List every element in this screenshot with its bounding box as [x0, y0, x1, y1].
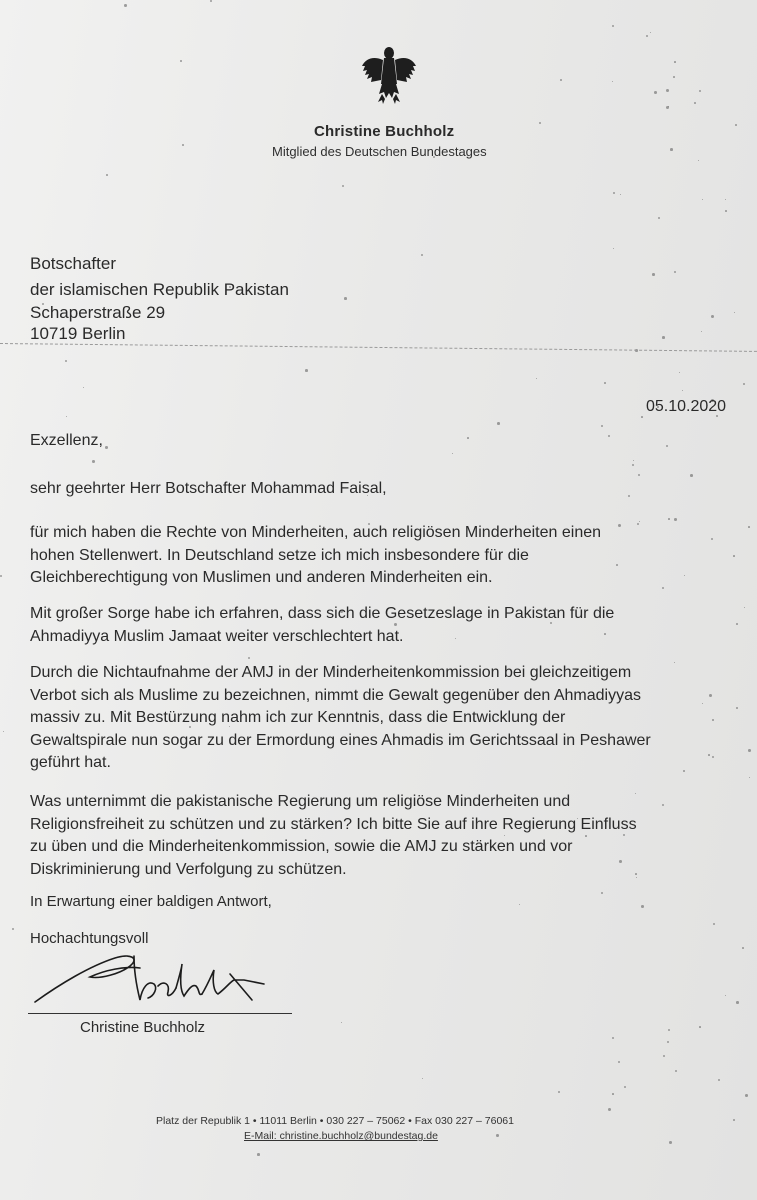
scan-speck [613, 248, 614, 249]
scan-speck [105, 446, 108, 449]
signer-name: Christine Buchholz [80, 1019, 206, 1036]
paragraph-4 [30, 791, 637, 881]
scan-speck [12, 928, 14, 930]
paragraph-3-line: Verbot sich als Muslime zu bezeichnen, nimmt die Gewalt gegenüber den Ahmadiyyas [30, 686, 641, 704]
scan-speck [699, 90, 701, 92]
scan-speck [624, 1086, 626, 1088]
scan-speck [641, 416, 643, 418]
scan-speck [421, 254, 423, 256]
scan-speck [718, 1079, 720, 1081]
letterhead-role: Mitglied des Deutschen Bundestages [272, 144, 487, 159]
scan-speck [682, 390, 683, 391]
scan-speck [342, 185, 344, 187]
scan-speck [601, 425, 603, 427]
scan-speck [712, 719, 714, 721]
scan-speck [748, 749, 751, 752]
scan-speck [662, 587, 664, 589]
scan-speck [662, 336, 665, 339]
paragraph-1-line: für mich haben die Rechte von Minderheiten, auch religiösen Minderheiten einen [30, 524, 602, 541]
scan-speck [684, 575, 685, 576]
scan-speck [608, 435, 610, 437]
scan-speck [180, 60, 182, 62]
scan-speck [675, 1070, 677, 1072]
scan-speck [608, 1108, 611, 1111]
fold-mark [0, 343, 757, 352]
scan-speck [612, 1037, 614, 1039]
scan-speck [702, 703, 703, 704]
paragraph-3-line: geführt hat. [30, 754, 111, 771]
scan-speck [628, 495, 630, 497]
handwritten-signature [30, 944, 290, 1014]
scan-speck [601, 892, 603, 894]
scan-speck [670, 148, 673, 151]
scan-speck [683, 770, 685, 772]
scan-speck [699, 1026, 701, 1028]
federal-eagle-icon [360, 44, 418, 106]
scan-speck [690, 474, 693, 477]
scan-speck [257, 1153, 260, 1156]
paragraph-2-line: Mit großer Sorge habe ich erfahren, dass sich die Gesetzeslage in Pakistan für die [30, 605, 615, 622]
salutation-1: Exzellenz, [30, 432, 103, 449]
paragraph-1-line: Gleichberechtigung von Muslimen und anderen Minderheiten ein. [30, 569, 493, 586]
paragraph-1-line: hohen Stellenwert. In Deutschland setze ich mich insbesondere für die [30, 546, 529, 564]
scan-speck [725, 995, 726, 996]
salutation-2: sehr geehrter Herr Botschafter Mohammad Faisal, [30, 480, 387, 497]
scan-speck [652, 273, 655, 276]
scan-speck [618, 1061, 620, 1063]
scan-speck [674, 662, 675, 663]
scan-speck [669, 1141, 672, 1144]
scan-speck [467, 437, 469, 439]
paragraph-4-line: zu üben und die Minderheitenkommission, sowie die AMJ zu stärken und vor [30, 838, 573, 855]
scan-speck [734, 312, 735, 313]
scan-speck [341, 1022, 342, 1023]
scan-speck [106, 174, 108, 176]
scan-speck [745, 1094, 748, 1097]
scan-speck [666, 89, 669, 92]
recipient-line-1: Botschafter [30, 254, 116, 273]
scan-speck [618, 524, 621, 527]
scan-speck [679, 372, 680, 373]
scan-speck [0, 575, 2, 577]
paragraph-4-line: Diskriminierung und Verfolgung zu schützen. [30, 860, 347, 878]
scan-speck [711, 315, 714, 318]
scan-speck [725, 210, 727, 212]
recipient-line-3: Schaperstraße 29 [30, 303, 166, 322]
scan-speck [742, 947, 744, 949]
letterhead-name: Christine Buchholz [314, 123, 455, 140]
scan-speck [662, 804, 664, 806]
scan-speck [637, 523, 639, 525]
scan-speck [733, 555, 735, 557]
scan-speck [124, 4, 127, 7]
scan-speck [613, 192, 615, 194]
paragraph-1 [30, 522, 601, 590]
scan-speck [736, 707, 738, 709]
paragraph-3 [30, 662, 651, 775]
scan-speck [658, 217, 660, 219]
scan-speck [673, 76, 675, 78]
scan-speck [668, 518, 670, 520]
closing-greeting: Hochachtungsvoll [30, 930, 149, 947]
scan-speck [733, 1119, 735, 1121]
scan-speck [709, 694, 712, 697]
scan-speck [65, 360, 67, 362]
scan-speck [736, 623, 738, 625]
letter-date: 05.10.2020 [646, 398, 727, 415]
scan-speck [633, 460, 634, 461]
scan-speck [666, 445, 668, 447]
scan-speck [646, 35, 648, 37]
scan-speck [422, 1078, 423, 1079]
paragraph-4-line: Was unternimmt die pakistanische Regierung um religiöse Minderheiten und [30, 793, 571, 810]
paragraph-3-line: Gewaltspirale nun sogar zu der Ermordung eines Ahmadis im Gerichtssaal in Peshawer [30, 731, 651, 749]
scan-speck [654, 91, 657, 94]
scan-speck [674, 518, 677, 521]
scan-speck [536, 378, 537, 379]
scan-speck [616, 564, 618, 566]
scan-speck [712, 756, 714, 758]
scan-speck [210, 0, 212, 2]
scan-speck [305, 369, 308, 372]
scan-speck [519, 904, 520, 905]
scan-speck [638, 474, 640, 476]
paragraph-4-line: Religionsfreiheit zu schützen und zu stärken? Ich bitte Sie auf ihre Regierung Einfluss [30, 815, 637, 833]
scan-speck [496, 1134, 499, 1137]
scan-speck [558, 1091, 560, 1093]
scan-speck [66, 416, 67, 417]
scan-speck [748, 526, 750, 528]
scan-speck [92, 460, 95, 463]
scan-speck [497, 422, 500, 425]
scan-speck [632, 464, 634, 466]
recipient-line-2: der islamischen Republik Pakistan [30, 280, 289, 299]
scan-speck [641, 905, 644, 908]
scan-speck [711, 538, 713, 540]
scan-speck [708, 754, 710, 756]
scan-speck [650, 32, 651, 33]
scan-speck [620, 194, 621, 195]
scan-speck [667, 1041, 669, 1043]
scan-speck [612, 1093, 614, 1095]
scan-speck [452, 453, 453, 454]
paragraph-2 [30, 603, 614, 648]
scan-speck [248, 657, 250, 659]
scan-speck [701, 331, 702, 332]
scan-speck [698, 160, 699, 161]
scan-speck [639, 521, 640, 522]
paragraph-2-line: Ahmadiyya Muslim Jamaat weiter verschlechtert hat. [30, 627, 404, 645]
scan-speck [735, 124, 737, 126]
scan-speck [560, 79, 562, 81]
scan-speck [744, 607, 745, 608]
scan-speck [694, 102, 696, 104]
scan-speck [666, 106, 669, 109]
scan-speck [702, 199, 703, 200]
scan-speck [539, 122, 541, 124]
scan-speck [663, 1055, 665, 1057]
scan-speck [612, 81, 613, 82]
closing-line: In Erwartung einer baldigen Antwort, [30, 893, 272, 910]
signature-line [28, 1013, 292, 1014]
scan-speck [743, 383, 745, 385]
scan-speck [713, 923, 715, 925]
scan-speck [736, 1001, 739, 1004]
paragraph-3-line: Durch die Nichtaufnahme der AMJ in der Minderheitenkommission bei gleichzeitigem [30, 664, 632, 681]
scan-speck [668, 1029, 670, 1031]
scan-speck [3, 731, 4, 732]
footer-address: Platz der Republik 1 • 11011 Berlin • 030 227 – 75062 • Fax 030 227 – 76061 [156, 1115, 514, 1127]
scan-speck [182, 144, 184, 146]
scan-speck [674, 61, 676, 63]
footer-email-link[interactable]: E-Mail: christine.buchholz@bundestag.de [244, 1130, 438, 1142]
scan-speck [612, 25, 614, 27]
scan-speck [83, 387, 84, 388]
scan-speck [674, 271, 676, 273]
paragraph-3-line: massiv zu. Mit Bestürzung nahm ich zur Kenntnis, dass die Entwicklung der [30, 709, 566, 726]
recipient-line-4: 10719 Berlin [30, 324, 126, 343]
scan-speck [749, 777, 750, 778]
scan-speck [725, 199, 726, 200]
scan-speck [604, 382, 606, 384]
scan-speck [344, 297, 347, 300]
